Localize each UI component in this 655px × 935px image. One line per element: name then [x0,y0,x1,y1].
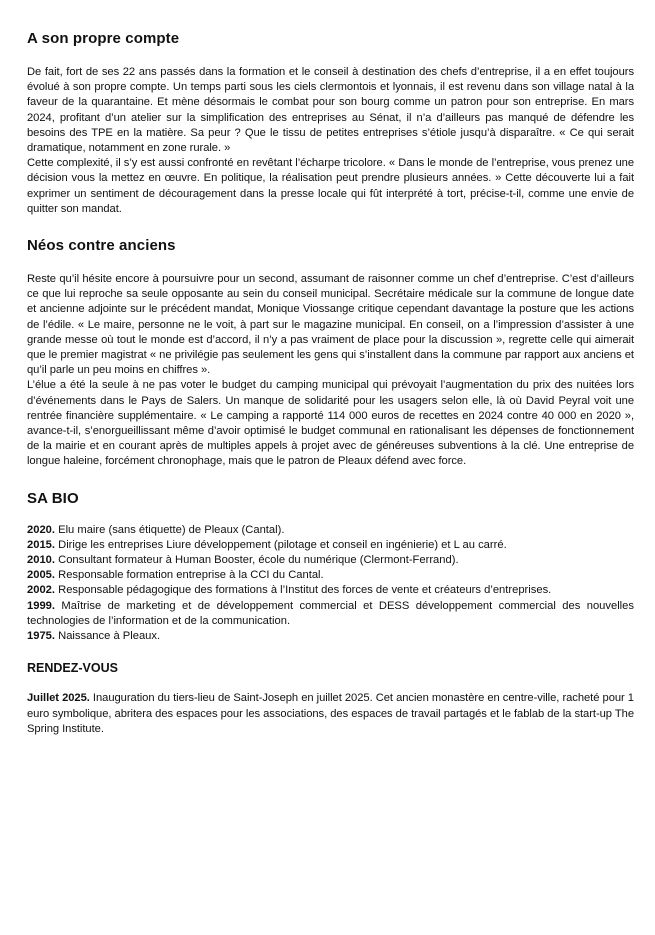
bio-year: 2020. [27,523,55,536]
bio-year: 2010. [27,554,55,567]
bio-list [27,523,634,645]
bio-year: 1975. [27,630,55,643]
rdv-paragraph [27,691,634,737]
bio-item [27,583,634,598]
rdv-date: Juillet 2025. [27,692,90,705]
rdv-text: Inauguration du tiers-lieu de Saint-Joseph en juillet 2025. Cet ancien monastère en centre-ville, racheté pour 1 euro symbolique, abritera des espaces pour les associations, des espaces de travail partagés et le fablab de la start-up The Spring Institute. [27,692,634,735]
bio-item [27,523,634,538]
paragraph-neos-1: Reste qu’il hésite encore à poursuivre pour un second, assumant de raisonner comme un chef d’entreprise. C’est d’ailleurs ce que lui reproche sa seule opposante au sein du conseil municipal. Secrétaire médicale sur la commune de longue date et ancienne adjointe sur le précédent mandat, Monique Viossange critique cependant davantage la posture que les actions de l’édile. « Le maire, personne ne le voit, à part sur le magazine municipal. En conseil, on a l’impression d’assister à une grande messe où tout le monde est d’accord, il n’y a pas vraiment de place pour la discussion », regrette celle qui aimerait que le premier magistrat « ne privilégie pas seulement les gens qui s’installent dans la commune par rapport aux anciens et qu’il parle un peu moins en chiffres ». [27,273,634,377]
section-title-compte: A son propre compte [27,30,180,47]
bio-text: Consultant formateur à Human Booster, école du numérique (Clermont-Ferrand). [55,554,459,567]
section-title-rdv: RENDEZ-VOUS [27,661,118,676]
bio-text: Dirige les entreprises Liure développement (pilotage et conseil en ingénierie) et L au carré. [55,538,507,551]
bio-year: 2002. [27,584,55,597]
bio-text: Responsable pédagogique des formations à l’Institut des forces de vente et créateurs d’entreprises. [55,584,552,597]
paragraph-neos-2: L’élue a été la seule à ne pas voter le budget du camping municipal qui prévoyait l’augmentation du prix des nuitées lors d’événements dans le Pays de Salers. Un manque de solidarité pour les usagers selon elle, là où David Peyral voit une rentrée financière supplémentaire. « Le camping a rapporté 114 000 euros de recettes en 2024 contre 40 000 en 2020 », avance-t-il, s’enorgueillissant même d’avoir optimisé le budget communal en rationalisant les dépenses de fonctionnement de la mairie et en courant après de multiples appels à projet avec de généreuses subventions à la clé. Une entreprise de longue haleine, forcément chronophage, mais que le patron de Pleaux défend avec force. [27,379,634,468]
bio-year: 2005. [27,569,55,582]
bio-text: Responsable formation entreprise à la CCI du Cantal. [55,569,324,582]
bio-item [27,629,634,644]
bio-year: 2015. [27,538,55,551]
bio-item [27,553,634,568]
bio-text: Elu maire (sans étiquette) de Pleaux (Cantal). [55,523,285,536]
paragraph-compte-2: Cette complexité, il s’y est aussi confronté en revêtant l’écharpe tricolore. « Dans le monde de l’entreprise, vous prenez une décision vous la mettez en œuvre. En politique, la réalisation peut prendre plusieurs années. » Cette découverte lui a fait exprimer un sentiment de découragement dans la presse locale qui fût interprété à tort, précise-t-il, comme une envie de quitter son mandat. [27,157,634,215]
bio-item [27,538,634,553]
paragraph-compte-1: De fait, fort de ses 22 ans passés dans la formation et le conseil à destination des chefs d’entreprise, il a en effet toujours évolué à son propre compte. Un temps parti sous les ciels clermontois et lyonnais, il est revenu dans son village natal à la faveur de la quarantaine. Et mène désormais le combat pour son bourg comme un patron pour son entreprise. En mars 2024, profitant d’un atelier sur la simplification des entreprises au Sénat, il n’a d’ailleurs pas manqué de défendre les besoins des TPE en la matière. Sa peur ? Que le tissu de petites entreprises s’étiole jusqu’à disparaître. « Ce qui serait dramatique, notamment en zone rurale. » [27,66,634,155]
section-title-bio: SA BIO [27,489,79,507]
bio-text: Naissance à Pleaux. [55,630,161,643]
section-title-neos: Néos contre anciens [27,237,176,255]
bio-item [27,599,634,629]
article-page [27,0,634,737]
bio-text: Maîtrise de marketing et de développement commercial et DESS développement commercial des nouvelles technologies de l’information et de la communication. [27,599,634,627]
bio-year: 1999. [27,599,55,612]
bio-item [27,568,634,583]
